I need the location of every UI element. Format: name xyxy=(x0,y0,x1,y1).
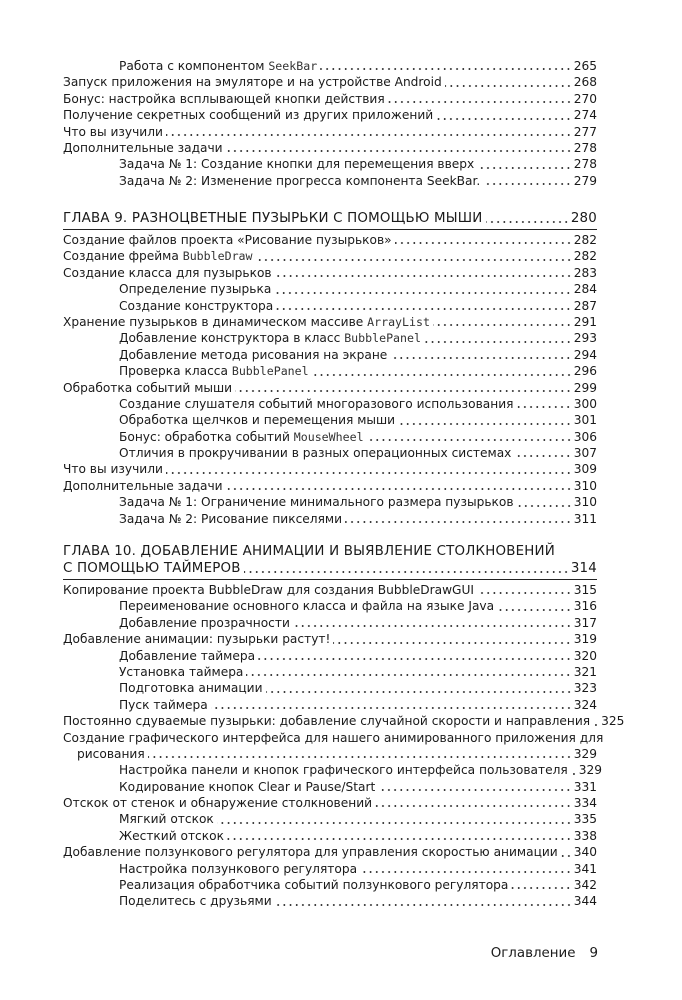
page-number: 301 xyxy=(573,413,597,428)
page-number: 334 xyxy=(573,796,597,811)
entry-title xyxy=(119,861,357,877)
page-number: 277 xyxy=(573,124,597,139)
dot-leader xyxy=(375,804,572,808)
page-number: 342 xyxy=(573,878,597,893)
dot-leader xyxy=(293,624,572,628)
toc-subentry xyxy=(63,615,597,631)
toc-subentry xyxy=(63,811,597,827)
toc-subentry xyxy=(63,598,597,614)
toc-subentry xyxy=(63,445,597,461)
entry-title xyxy=(119,347,387,363)
dot-leader xyxy=(226,487,572,491)
toc-subentry xyxy=(63,877,597,893)
title-text: Добавление таймера xyxy=(119,648,256,663)
toc-entry xyxy=(63,232,597,248)
title-text: Добавление анимации: пузырьки растут! xyxy=(63,632,331,647)
entry-title xyxy=(119,893,272,909)
dot-leader xyxy=(227,837,572,841)
chapter-title: С ПОМОЩЬЮ ТАЙМЕРОВ xyxy=(63,561,241,576)
code-identifier: BubblePanel xyxy=(344,331,421,346)
entry-title xyxy=(119,828,224,844)
page-number: 278 xyxy=(573,157,597,172)
title-text: Определение пузырька xyxy=(119,282,272,297)
page-number: 335 xyxy=(573,812,597,827)
entry-title xyxy=(119,877,508,893)
dot-leader xyxy=(424,340,572,344)
title-text: Жесткий отскок xyxy=(119,828,224,843)
dot-leader xyxy=(166,133,572,137)
entry-title xyxy=(63,232,392,248)
entry-title xyxy=(63,314,430,330)
entry-title xyxy=(63,582,474,598)
entry-title xyxy=(119,648,255,664)
toc-entry xyxy=(63,844,597,860)
code-identifier: SeekBar xyxy=(268,58,318,73)
toc-entry xyxy=(63,107,597,123)
dot-leader xyxy=(226,149,572,153)
chapter-title-row xyxy=(63,560,597,577)
toc-subentry xyxy=(63,330,597,346)
entry-title xyxy=(119,779,375,795)
entry-title xyxy=(63,795,372,811)
toc-entry xyxy=(63,91,597,107)
dot-leader xyxy=(497,608,572,612)
chapter-title-line: ГЛАВА 10. ДОБАВЛЕНИЕ АНИМАЦИИ И ВЫЯВЛЕНИЕ СТОЛКНОВЕНИЙ xyxy=(63,544,555,559)
title-text: Пуск таймера xyxy=(119,697,208,712)
title-text: Создание файлов проекта «Рисование пузырьков» xyxy=(63,232,392,247)
dot-leader xyxy=(516,405,571,409)
page-number: 306 xyxy=(573,429,597,444)
toc-entry xyxy=(63,582,597,598)
entry-title xyxy=(119,615,290,631)
toc-entry xyxy=(63,713,625,729)
dot-leader xyxy=(395,241,572,245)
toc-entry xyxy=(63,631,597,647)
page-number: 294 xyxy=(573,347,597,362)
toc-subentry xyxy=(63,664,597,680)
entry-title xyxy=(119,680,263,696)
page-number: 329 xyxy=(573,746,597,761)
title-text: Задача № 2: Изменение прогресса компонента SeekBar. xyxy=(119,173,481,188)
entry-title xyxy=(63,265,272,281)
page-number: 291 xyxy=(573,314,597,329)
page-number: 278 xyxy=(573,140,597,155)
footer-label: Оглавление xyxy=(490,946,576,961)
entry-title xyxy=(119,762,568,778)
entry-title xyxy=(119,511,342,527)
dot-leader xyxy=(571,772,577,776)
title-text: Бонус: обработка событий xyxy=(119,429,294,444)
page-number: 344 xyxy=(573,894,597,909)
dot-leader xyxy=(360,870,572,874)
toc-subentry xyxy=(63,697,597,713)
entry-title xyxy=(119,298,273,314)
page-number: 341 xyxy=(573,861,597,876)
page-number: 307 xyxy=(573,446,597,461)
entry-title xyxy=(119,598,494,614)
title-text: Хранение пузырьков в динамическом массиве xyxy=(63,314,368,329)
title-text: Обработка событий мыши xyxy=(63,380,233,395)
page-number: 293 xyxy=(573,331,597,346)
dot-leader xyxy=(593,723,599,727)
page-number: 323 xyxy=(573,681,597,696)
toc-subentry xyxy=(63,779,597,795)
title-text: Создание конструктора xyxy=(119,298,274,313)
entry-title xyxy=(77,746,145,762)
dot-leader xyxy=(445,84,572,88)
toc-entry xyxy=(63,124,597,140)
page-number: 287 xyxy=(573,298,597,313)
entry-title xyxy=(63,91,385,107)
toc-subentry xyxy=(63,281,597,297)
toc-block-chapter-9 xyxy=(63,210,597,527)
entry-title xyxy=(63,248,253,264)
dot-leader xyxy=(320,67,572,71)
page-number: 325 xyxy=(601,714,625,729)
page-number: 283 xyxy=(573,265,597,280)
title-text: Задача № 2: Рисование пикселями xyxy=(119,511,343,526)
page-number: 324 xyxy=(573,697,597,712)
dot-leader xyxy=(333,641,571,645)
title-text: Обработка щелчков и перемещения мыши xyxy=(119,413,396,428)
dot-leader xyxy=(514,454,571,458)
dot-leader xyxy=(258,657,572,661)
toc-subentry xyxy=(63,762,602,778)
toc-subentry xyxy=(63,363,597,379)
toc-entry xyxy=(63,140,597,156)
page-number: 321 xyxy=(573,664,597,679)
dot-leader xyxy=(256,258,572,262)
page-footer xyxy=(491,946,598,961)
entry-title xyxy=(119,396,513,412)
entry-title xyxy=(119,330,421,346)
page-number: 310 xyxy=(573,495,597,510)
toc-entry xyxy=(63,380,597,396)
chapter-heading xyxy=(63,210,597,230)
dot-leader xyxy=(436,117,572,121)
dot-leader xyxy=(388,100,572,104)
title-text: Добавление метода рисования на экране xyxy=(119,347,388,362)
title-text: Задача № 1: Создание кнопки для перемещения вверх xyxy=(119,157,475,172)
title-text: Проверка класса xyxy=(119,364,232,379)
dot-leader xyxy=(275,903,572,907)
toc-entry xyxy=(63,478,597,494)
toc-subentry xyxy=(63,412,597,428)
page-number: 309 xyxy=(573,462,597,477)
dot-leader xyxy=(275,274,572,278)
toc-subentry xyxy=(63,893,597,909)
title-text: Кодирование кнопок Clear и Pause/Start xyxy=(119,779,376,794)
code-identifier: ArrayList xyxy=(367,314,430,329)
entry-title xyxy=(119,363,309,379)
toc-entry xyxy=(63,74,597,90)
page-number: 338 xyxy=(573,828,597,843)
dot-leader xyxy=(235,389,572,393)
title-text: Получение секретных сообщений из других приложений xyxy=(63,108,434,123)
page-number: 317 xyxy=(573,615,597,630)
title-text: Настройка панели и кнопок графического интерфейса пользователя xyxy=(119,763,568,778)
entry-title xyxy=(119,412,395,428)
dot-leader xyxy=(244,570,569,574)
dot-leader xyxy=(398,422,572,426)
toc-entry xyxy=(63,314,597,330)
entry-title xyxy=(63,380,232,396)
page-number: 282 xyxy=(573,249,597,264)
chapter-heading xyxy=(63,543,597,580)
title-text: Настройка ползункового регулятора xyxy=(119,861,358,876)
entry-title xyxy=(119,58,317,74)
entry-title xyxy=(119,429,364,445)
title-text: Переименование основного класса и файла на языке Java xyxy=(119,599,495,614)
entry-title xyxy=(63,74,442,90)
entry-title xyxy=(63,478,223,494)
dot-leader xyxy=(517,504,572,508)
entry-title xyxy=(119,445,511,461)
chapter-title-row xyxy=(63,210,597,227)
title-text: Что вы изучили xyxy=(63,124,163,139)
dot-leader xyxy=(312,373,572,377)
page-number: 315 xyxy=(573,582,597,597)
title-text: Реализация обработчика событий ползункового регулятора xyxy=(119,878,509,893)
toc-subentry xyxy=(63,347,597,363)
toc-subentry xyxy=(63,298,597,314)
toc-block-continued xyxy=(63,58,597,189)
title-text: Создание фрейма xyxy=(63,249,183,264)
dot-leader xyxy=(211,706,572,710)
dot-leader xyxy=(477,166,572,170)
page-number: 268 xyxy=(573,75,597,90)
entry-title xyxy=(63,844,558,860)
title-text: Запуск приложения на эмуляторе и на устройстве Android xyxy=(63,75,442,90)
dot-leader xyxy=(274,291,571,295)
toc-subentry xyxy=(63,396,597,412)
page-number: 270 xyxy=(573,91,597,106)
page-number: 310 xyxy=(573,478,597,493)
dot-leader xyxy=(378,788,571,792)
title-text: Установка таймера xyxy=(119,664,244,679)
entry-title xyxy=(119,697,208,713)
toc-entry xyxy=(63,461,597,477)
entry-title xyxy=(63,631,330,647)
entry-title xyxy=(63,461,163,477)
entry-title xyxy=(119,664,243,680)
page-number: 340 xyxy=(573,845,597,860)
page-number: 279 xyxy=(573,173,597,188)
title-text: Создание слушателя событий многоразового использования xyxy=(119,396,514,411)
page-number: 296 xyxy=(573,364,597,379)
toc-subentry xyxy=(63,58,597,74)
page-number: 319 xyxy=(573,632,597,647)
toc-subentry xyxy=(63,173,597,189)
page-number: 300 xyxy=(573,396,597,411)
dot-leader xyxy=(266,690,572,694)
toc-subentry xyxy=(63,828,597,844)
entry-title xyxy=(63,140,223,156)
code-identifier: BubbleDraw xyxy=(182,249,253,264)
toc-entry xyxy=(63,265,597,281)
chapter-page-number: 280 xyxy=(570,211,597,226)
toc-subentry xyxy=(63,680,597,696)
title-text: Добавление ползункового регулятора для управления скоростью анимации xyxy=(63,845,558,860)
page-number: 265 xyxy=(573,58,597,73)
entry-title xyxy=(63,124,163,140)
title-text: Копирование проекта BubbleDraw для создания BubbleDrawGUI xyxy=(63,582,474,597)
page-number: 311 xyxy=(573,511,597,526)
dot-leader xyxy=(477,591,572,595)
dot-leader xyxy=(148,755,572,759)
dot-leader xyxy=(390,356,571,360)
title-text: Поделитесь с друзьями xyxy=(119,894,272,909)
title-text: Добавление прозрачности xyxy=(119,615,290,630)
title-text: Мягкий отскок xyxy=(119,812,214,827)
title-text: Отскок от стенок и обнаружение столкновений xyxy=(63,796,373,811)
page-number: 331 xyxy=(573,779,597,794)
page-number: 274 xyxy=(573,108,597,123)
page-number: 316 xyxy=(573,599,597,614)
dot-leader xyxy=(511,886,571,890)
toc-subentry xyxy=(63,511,597,527)
toc-block-chapter-10 xyxy=(63,543,625,910)
page-number: 299 xyxy=(573,380,597,395)
title-text: Дополнительные задачи xyxy=(63,140,223,155)
dot-leader xyxy=(276,307,571,311)
title-text: Создание класса для пузырьков xyxy=(63,265,272,280)
title-text: рисования xyxy=(77,746,145,761)
entry-title xyxy=(63,107,433,123)
entry-title xyxy=(119,281,271,297)
entry-title xyxy=(119,173,480,189)
entry-title xyxy=(119,811,214,827)
toc-subentry xyxy=(63,494,597,510)
code-identifier: BubblePanel xyxy=(231,364,309,379)
title-text: Работа с компонентом xyxy=(119,58,269,73)
title-text: Постоянно сдуваемые пузырьки: добавление случайной скорости и направления xyxy=(63,714,591,729)
title-text: Отличия в прокручивании в разных операционных системах xyxy=(119,446,512,461)
title-text: Дополнительные задачи xyxy=(63,478,223,493)
toc-subentry xyxy=(63,648,597,664)
toc-subentry xyxy=(63,861,597,877)
toc-entry xyxy=(63,795,597,811)
title-text: Задача № 1: Ограничение минимального размера пузырьков xyxy=(119,495,514,510)
chapter-title: ГЛАВА 9. РАЗНОЦВЕТНЫЕ ПУЗЫРЬКИ С ПОМОЩЬЮ МЫШИ xyxy=(63,211,483,226)
title-text: Бонус: настройка всплывающей кнопки действия xyxy=(63,91,385,106)
title-text: Добавление конструктора в класс xyxy=(119,331,345,346)
entry-title xyxy=(119,494,514,510)
dot-leader xyxy=(433,323,572,327)
title-text: Подготовка анимации xyxy=(119,681,263,696)
dot-leader xyxy=(367,438,572,442)
page-number: 320 xyxy=(573,648,597,663)
dot-leader xyxy=(246,673,571,677)
entry-title xyxy=(119,156,474,172)
code-identifier: MouseWheel xyxy=(293,429,364,444)
entry-title-line: Создание графического интерфейса для нашего анимированного приложения для xyxy=(63,730,604,745)
toc-subentry xyxy=(63,156,597,172)
dot-leader xyxy=(561,854,572,858)
dot-leader xyxy=(345,520,572,524)
dot-leader xyxy=(483,182,571,186)
page-number: 284 xyxy=(573,282,597,297)
entry-title xyxy=(63,713,590,729)
page-number: 282 xyxy=(573,232,597,247)
toc-entry-multiline xyxy=(63,730,604,763)
page-number: 329 xyxy=(578,763,602,778)
dot-leader xyxy=(166,471,572,475)
chapter-page-number: 314 xyxy=(570,561,597,576)
dot-leader xyxy=(217,821,572,825)
toc-entry xyxy=(63,248,597,264)
dot-leader xyxy=(486,220,569,224)
toc-entry-continuation xyxy=(63,746,597,762)
title-text: Что вы изучили xyxy=(63,462,163,477)
toc-subentry xyxy=(63,429,597,445)
page-number: 9 xyxy=(589,946,598,961)
